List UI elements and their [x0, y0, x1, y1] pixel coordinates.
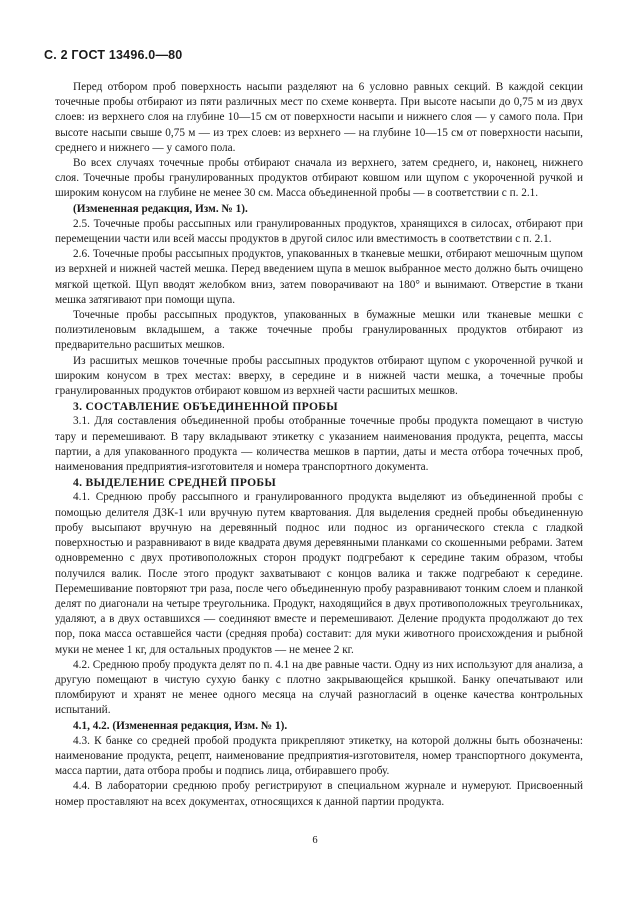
document-body	[55, 80, 583, 810]
paragraph: Из расшитых мешков точечные пробы рассыпных продуктов отбирают щупом с укороченной ручкой и широким конусом в трех местах: вверху, в середине и в нижней части мешка, а точечные пробы гранулированных продуктов отбирают ковшом из верхней части расшитых мешков.	[55, 354, 583, 398]
paragraph: 2.6. Точечные пробы рассыпных продуктов, упакованных в тканевые мешки, отбирают мешочным щупом из верхней и нижней частей мешка. Перед введением щупа в мешок выбранное место должно быть очищено мягкой щеткой. Щуп вводят желобком вниз, затем поворачивают на 180° и вынимают. Отверстие в ткани мешка затягивают при помощи щупа.	[55, 248, 583, 306]
paragraph: Точечные пробы рассыпных продуктов, упакованных в бумажные мешки или тканевые мешки с полиэтиленовым вкладышем, а также точечные пробы гранулированных продуктов отбирают из предварительно расшитых мешков.	[55, 309, 583, 352]
paragraph: 4.4. В лаборатории среднюю пробу регистрируют в специальном журнале и нумеруют. Присвоенный номер проставляют на всех документах, относящихся к данной партии продукта.	[55, 780, 583, 808]
page-number: 6	[312, 835, 318, 846]
paragraph: 2.5. Точечные пробы рассыпных или гранулированных продуктов, хранящихся в силосах, отбирают при перемещении части или всей массы продуктов в другой силос или вместимость в соответствии с п. 2.1.	[55, 217, 583, 246]
paragraph: 4.2. Среднюю пробу продукта делят по п. 4.1 на две равные части. Одну из них используют для анализа, а другую помещают в чистую сухую банку с плотно закрывающейся крышкой. Банку опечатывают или пломбируют и хранят не менее одного месяца на случай разногласий в оценке качества контрольных испытаний.	[55, 658, 583, 717]
page-header: С. 2 ГОСТ 13496.0—80	[44, 48, 183, 62]
paragraph: Во всех случаях точечные пробы отбирают сначала из верхнего, затем среднего, и, наконец, нижнего слоя. Точечные пробы гранулированных продуктов отбирают ковшом или щупом с укороченной ручкой и широким конусом на глубине не менее 30 см. Масса объединенной пробы — в соответствии с п. 2.1.	[55, 157, 583, 200]
paragraph: 3.1. Для составления объединенной пробы отобранные точечные пробы продукта помещают в чистую тару и перемешивают. В тару вкладывают этикетку с указанием наименования продукта, рецепта, массы партии, а для упакованного продукта — количества мешков в партии, даты и места отбора точечных проб, наименования предприятия-изготовителя и номера транспортного документа.	[55, 415, 583, 474]
amendment-note: 4.1, 4.2. (Измененная редакция, Изм. № 1).	[73, 719, 288, 732]
section-title: 3. СОСТАВЛЕНИЕ ОБЪЕДИНЕННОЙ ПРОБЫ	[73, 400, 338, 414]
paragraph: 4.1. Среднюю пробу рассыпного и гранулированного продукта выделяют из объединенной пробы с помощью делителя ДЗК-1 или вручную путем квартования. Для выделения средней пробы объединенную пробу высыпают вручную на деревянный поднос или поднос из органического стекла с гладкой поверхностью и разравнивают в виде квадрата двумя деревянными планками со скошенными ребрами. Затем одновременно с двух противоположных сторон продукт подгребают к середине таким образом, чтобы получился валик. После этого продукт захватывают с концов валика и также подгребают к середине. Перемешивание повторяют три раза, после чего объединенную пробу разравнивают тонким слоем и планкой делят по диагонали на четыре треугольника. Продукт, находящийся в двух противоположных треугольниках, удаляют, а в двух оставшихся — соединяют вместе и перемешивают. Деление продукта продолжают до тех пор, пока масса оставшейся части (средняя проба) составит: для муки животного происхождения и рыбной муки не менее 1 кг, для остальных продуктов — не менее 2 кг.	[55, 491, 583, 656]
paragraph: Перед отбором проб поверхность насыпи разделяют на 6 условно равных секций. В каждой секции точечные пробы отбирают из пяти различных мест по схеме конверта. При высоте насыпи до 0,75 м из двух слоев: из верхнего слоя на глубине 10—15 см от поверхности насыпи и нижнего слоя — у самого пола. При высоте насыпи свыше 0,75 м — из трех слоев: из верхнего — на глубине 10—15 см от поверхности насыпи, среднего и нижнего — у самого пола.	[55, 81, 583, 154]
paragraph: 4.3. К банке со средней пробой продукта прикрепляют этикетку, на которой должны быть обозначены: наименование продукта, рецепт, наименование предприятия-изготовителя, номер транспортного документа, масса партии, дата отбора пробы и подпись лица, отбиравшего пробу.	[55, 734, 583, 778]
section-title: 4. ВЫДЕЛЕНИЕ СРЕДНЕЙ ПРОБЫ	[73, 476, 277, 490]
amendment-note: (Измененная редакция, Изм. № 1).	[73, 202, 248, 215]
